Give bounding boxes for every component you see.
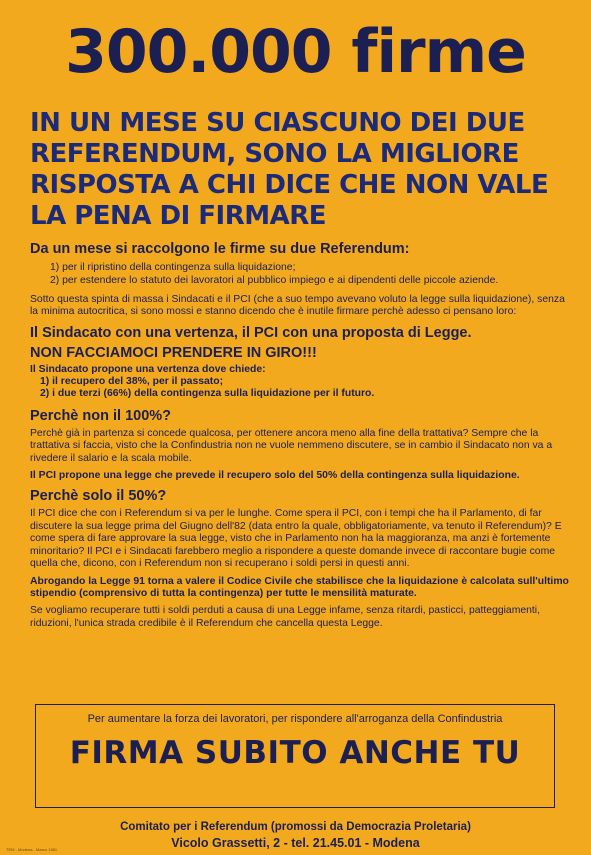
footer-address: Vicolo Grassetti, 2 - tel. 21.45.01 - Modena bbox=[171, 836, 420, 850]
paragraph-4: Il PCI dice che con i Referendum si va per le lunghe. Come spera il PCI, con i tempi che ha il Parlamento, di far discutere la sua legge prima del Giugno dell'82 (data entro la quale, obbligatoriamente, va tenuto il Referendum)? E come spera di fare approvare la sua legge, visto che in Parlamento non ha la maggioranza, ma anzi è fortemente minoritario? Il PCI e i Sindacati farebbero meglio a rispondere a queste domande invece di raccontare bugie come quella che, dicono, con i Referendum non si recuperano i soldi persi in questi anni. bbox=[30, 508, 562, 570]
headline: 300.000 firme bbox=[65, 17, 526, 87]
intro-list bbox=[50, 262, 570, 288]
paragraph-3: Il PCI propone una legge che prevede il recupero solo del 50% della contingenza sulla liquidazione. bbox=[30, 470, 520, 482]
body-text bbox=[30, 241, 570, 635]
heading-non-facciamoci: NON FACCIAMOCI PRENDERE IN GIRO!!! bbox=[30, 344, 317, 361]
subheadline: IN UN MESE SU CIASCUNO DEI DUE REFERENDUM, SONO LA MIGLIORE RISPOSTA A CHI DICE CHE NON VALE LA PENA DI FIRMARE bbox=[30, 108, 549, 231]
sindacato-intro: Il Sindacato propone una vertenza dove chiede: bbox=[30, 363, 266, 375]
paragraph-2: Perchè già in partenza si concede qualcosa, per ottenere ancora meno alla fine della trattativa? Sempre che la trattativa si faccia, visto che la Confindustria non ne vuole nemmeno discutere, se in cambio il Sindacato non va a rivedere il salario e la scala mobile. bbox=[30, 427, 553, 464]
question-50: Perchè solo il 50%? bbox=[30, 488, 167, 505]
sindacato-list bbox=[40, 376, 570, 401]
paragraph-6: Se vogliamo recuperare tutti i soldi perduti a causa di una Legge infame, senza ritardi, pasticci, patteggiamenti, riduzioni, l'unica strada credibile è il Referendum che cancella questa Legge. bbox=[30, 605, 541, 629]
intro-line: Da un mese si raccolgono le firme su due Referendum: bbox=[30, 241, 410, 257]
intro-item-2: 2) per estendere lo statuto dei lavoratori al pubblico impiego e ai dipendenti delle piccole aziende. bbox=[50, 275, 499, 287]
call-to-action-box bbox=[35, 704, 555, 808]
call-to-action-title: FIRMA SUBITO ANCHE TU bbox=[69, 735, 521, 771]
printer-note: TEM - Modena - Marzo 1981 bbox=[6, 847, 58, 852]
heading-sindacato-pci: Il Sindacato con una vertenza, il PCI con una proposta di Legge. bbox=[30, 324, 472, 341]
paragraph-5: Abrogando la Legge 91 torna a valere il Codice Civile che stabilisce che la liquidazione è calcolata sull'ultimo stipendio (comprensivo di tutta la contingenza) per tutte le mensilità maturate. bbox=[30, 575, 569, 599]
question-100: Perchè non il 100%? bbox=[30, 407, 172, 424]
sindacato-item-1: 1) il recupero del 38%, per il passato; bbox=[40, 376, 224, 388]
call-to-action-subtitle: Per aumentare la forza dei lavoratori, per rispondere all'arroganza della Confindustria bbox=[87, 713, 503, 725]
paragraph-1: Sotto questa spinta di massa i Sindacati e il PCI (che a suo tempo avevano voluto la legge sulla liquidazione), senza la minima autocritica, si sono mossi e stanno dicendo che è inutile firmare perchè adesso ci pensano loro: bbox=[30, 293, 565, 318]
footer-committee: Comitato per i Referendum (promossi da Democrazia Proletaria) bbox=[120, 821, 471, 833]
sindacato-item-2: 2) i due terzi (66%) della contingenza sulla liquidazione per il futuro. bbox=[40, 388, 375, 400]
intro-item-1: 1) per il ripristino della contingenza sulla liquidazione; bbox=[50, 262, 296, 273]
